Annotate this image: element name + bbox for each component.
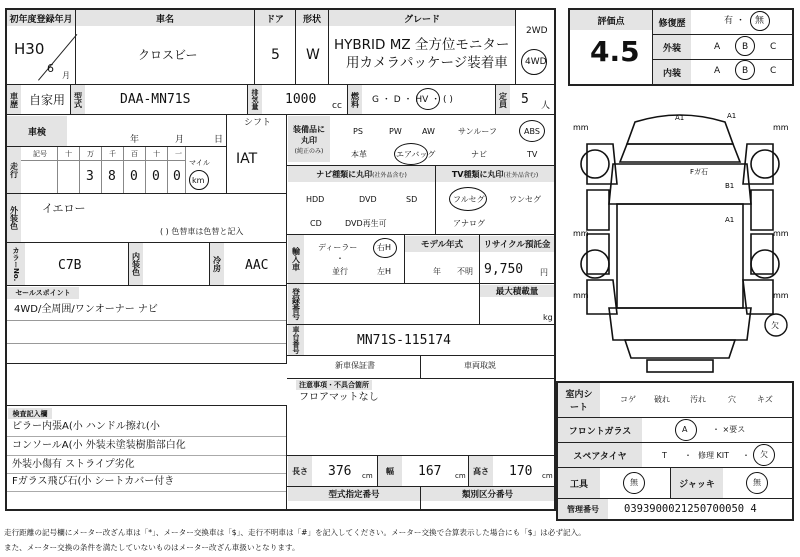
height-header: 高さ [469, 456, 493, 486]
nav-hdd: HDD [306, 195, 325, 204]
interior-grade-header: 内装 [653, 60, 691, 84]
color-no: C7B [58, 258, 82, 273]
spare-dot2: ・ [742, 451, 750, 460]
mark-a1-top: A1 [675, 114, 685, 122]
exterior-c: C [770, 42, 777, 52]
mm-ml: mm [573, 229, 589, 238]
digit-h5: 一 [175, 150, 182, 158]
tv-sub: (社外品含む) [503, 171, 539, 179]
color-no-header: カラーNo. [7, 243, 25, 285]
grade-line2: 用カメラパッケージ装着車 [346, 55, 508, 71]
sales-header: セールスポイント [7, 287, 79, 299]
repair-yes: 有 [724, 16, 734, 26]
interior-sheet-label: 室内シート [565, 390, 593, 413]
exterior-a: A [714, 42, 721, 52]
inspector-header: 検査記入欄 [8, 408, 52, 419]
ac-header: 冷房 [210, 243, 224, 285]
digit-h4: 十 [153, 150, 160, 158]
shape-value: W [306, 47, 320, 63]
mgmt-value: 0393900021250700050 4 [624, 503, 757, 515]
tv-header [436, 166, 554, 182]
color-note: ( ) 色替車は色替と記入 [160, 227, 244, 236]
height-value: 170 [509, 464, 533, 479]
recycle-header: リサイクル預託金 [480, 236, 554, 252]
inspector-line3: 外装小傷有 ストライプ劣化 [12, 459, 135, 470]
exterior-grade-header: 外装 [653, 35, 691, 59]
digit-h3: 百 [131, 150, 138, 158]
manual-label: 車両取説 [464, 361, 496, 370]
recycle-yen: 円 [540, 268, 548, 277]
max-load-kg: kg [543, 313, 553, 322]
digit-3: 0 [130, 169, 138, 184]
reg-header: 登録番号 [288, 284, 304, 324]
digit-5: 0 [173, 169, 181, 184]
import-header: 輸入車 [288, 235, 304, 283]
width-cm: cm [455, 472, 466, 480]
import-right-hand: 右H [377, 243, 392, 252]
equip-abs: ABS [524, 127, 540, 136]
recycle-value: 9,750 [484, 262, 524, 277]
tools-value: 無 [630, 478, 638, 487]
shift-label: シフト [244, 118, 272, 128]
nav-cd: CD [310, 219, 322, 228]
length-cm: cm [362, 472, 373, 480]
interior-a: A [714, 66, 721, 76]
capacity-unit: 人 [541, 101, 551, 111]
model-year-header: モデル年式 [405, 236, 479, 252]
width-header: 幅 [378, 456, 402, 486]
lack-mark: 欠 [771, 321, 779, 330]
equip-pw: PW [389, 127, 402, 136]
first-reg-header: 初年度登録年月 [7, 10, 75, 26]
sheet-stain: 汚れ [690, 395, 706, 404]
mm-br: mm [773, 291, 789, 300]
shape-header: 形状 [296, 10, 328, 26]
footer-line2: また、メーター交換の条件を満たしていないものはメーター改ざん車扱いとなります。 [4, 543, 300, 552]
equip-sunroof: サンルーフ [458, 127, 497, 136]
equip-aw: AW [422, 127, 435, 136]
sheet-hole: 穴 [728, 395, 736, 404]
fuel-hv-circle [416, 88, 440, 110]
day-label: 日 [214, 135, 224, 145]
length-value: 376 [328, 464, 352, 479]
shift-value: IAT [236, 151, 258, 167]
shaken-header: 車検 [7, 116, 67, 146]
tv-fullseg: フルセグ [453, 195, 485, 204]
max-load-header: 最大積載量 [480, 285, 554, 297]
vehicle-name: クロスビー [138, 48, 198, 62]
notes-header: 注意事項・不具合箇所 [296, 380, 372, 390]
import-left-hand: 左H [377, 267, 392, 276]
car-diagram [565, 104, 795, 376]
month-unit: 月 [62, 71, 70, 80]
model-year-unknown: 不明 [457, 267, 473, 276]
mark-fglass-stone: Fガ石 [690, 168, 709, 176]
mark-a1-right: A1 [725, 216, 735, 224]
fuel-header: 燃料 [348, 85, 362, 114]
doors-value: 5 [271, 47, 280, 63]
grade-line1: HYBRID MZ 全方位モニター [334, 37, 510, 53]
cc-unit: cc [332, 101, 342, 111]
year-unit: 年 [433, 267, 441, 276]
exterior-b: B [742, 42, 749, 52]
tv-title: TV種類に丸印 [451, 169, 504, 179]
interior-sheet-header [558, 383, 600, 417]
nav-header [288, 166, 435, 182]
model-header: 型式 [71, 85, 85, 114]
spare-value: 欠 [760, 450, 768, 459]
exterior-color: イエロー [42, 202, 86, 215]
width-value: 167 [418, 464, 442, 479]
score-header: 評価点 [570, 10, 652, 30]
interior-color-header: 内装色 [129, 243, 143, 285]
tv-oneseg: ワンセグ [509, 195, 541, 204]
jack-value: 無 [753, 478, 761, 487]
first-reg-era: H30 [14, 40, 45, 58]
mm-bl: mm [573, 291, 589, 300]
capacity-header: 定員 [496, 85, 510, 114]
use-header: 車歴 [7, 85, 21, 114]
nav-sd: SD [406, 195, 418, 204]
doors-header: ドア [255, 10, 295, 26]
repair-header: 修復歴 [653, 10, 691, 34]
name-header: 車名 [76, 10, 254, 26]
length-header: 長さ [288, 456, 312, 486]
grade-header: グレード [329, 10, 515, 26]
sales-text: 4WD/全周囲/ワンオーナー ナビ [14, 304, 158, 315]
nav-dvd: DVD [359, 195, 377, 204]
drive-2wd: 2WD [526, 26, 548, 36]
ac-value: AAC [245, 258, 269, 273]
nav-title: ナビ種類に丸印 [316, 169, 373, 179]
sheet-tear: 破れ [654, 395, 670, 404]
digit-1: 3 [86, 169, 94, 184]
mileage-header: 走行 [7, 147, 21, 193]
mark-b1: B1 [725, 182, 735, 190]
height-cm: cm [542, 472, 553, 480]
first-reg-month: 6 [47, 62, 54, 75]
displacement-value: 1000 [285, 92, 317, 107]
chassis-value: MN71S-115174 [357, 333, 451, 348]
month-label: 月 [175, 135, 185, 145]
digit-4: 0 [152, 169, 160, 184]
mm-mr: mm [773, 229, 789, 238]
import-dot: ・ [336, 254, 344, 263]
equipment-subtitle: (純正のみ) [294, 147, 324, 155]
spare-dot1: ・ [684, 451, 692, 460]
jack-header: ジャッキ [671, 468, 723, 498]
mile-label: マイル [189, 159, 210, 167]
capacity-value: 5 [521, 92, 529, 107]
inspector-line4: Fガラス飛び石(小 シートカバー付き [12, 476, 175, 487]
notes-text: フロアマットなし [299, 392, 379, 403]
fuel-options: G ・ D ・ HV ・ ( ) [372, 95, 453, 105]
exterior-color-header: 外装色 [7, 194, 21, 242]
digit-h0: 十 [65, 150, 72, 158]
mileage-mark-label: 記号 [33, 150, 47, 158]
equip-airbag: エアバッグ [396, 150, 436, 159]
equip-navi: ナビ [471, 150, 487, 159]
drive-4wd: 4WD [525, 57, 547, 67]
km-unit: km [192, 176, 205, 185]
windshield-value: A [682, 425, 688, 434]
model-value: DAA-MN71S [120, 92, 191, 107]
mm-tr: mm [773, 123, 789, 132]
sheet-burn: コゲ [620, 395, 636, 404]
inspector-line1: ピラー内張A(小 ハンドル擦れ(小 [12, 421, 160, 432]
spare-t: T [662, 451, 667, 460]
equip-leather: 本革 [351, 150, 367, 159]
category-header: 類別区分番号 [421, 487, 554, 501]
use-value: 自家用 [29, 93, 66, 107]
import-parallel: 並行 [332, 267, 348, 276]
repair-dot: ・ [736, 16, 746, 26]
interior-b: B [742, 66, 749, 76]
score-value: 4.5 [590, 35, 640, 68]
chassis-header: 車台番号 [288, 325, 304, 355]
spare-header: スペアタイヤ [558, 443, 642, 467]
equipment-title: 装備品に丸印 [293, 124, 325, 145]
warranty-label: 新車保証書 [335, 361, 375, 370]
sheet-scratch: キズ [757, 395, 773, 404]
tools-header: 工具 [558, 468, 600, 498]
interior-c: C [770, 66, 777, 76]
digit-2: 8 [108, 169, 116, 184]
spare-kit: 修理 KIT [698, 451, 730, 460]
mm-tl: mm [573, 123, 589, 132]
nav-dvd-play: DVD再生可 [345, 219, 387, 228]
inspector-line2: コンソールA(小 外装未塗装樹脂部白化 [12, 440, 186, 451]
mark-a1-right-top: A1 [727, 112, 737, 120]
digit-h2: 千 [109, 150, 116, 158]
windshield-header: フロントガラス [558, 418, 642, 442]
equip-ps: PS [353, 127, 363, 136]
year-label: 年 [130, 135, 140, 145]
windshield-note: ・ ×要ス [712, 425, 746, 434]
equip-tv: TV [527, 150, 538, 159]
import-dealer: ディーラー [318, 243, 358, 252]
displacement-header: 排気量 [248, 85, 262, 114]
footer-line1: 走行距離の記号欄にメーター改ざん車は「*」、メーター交換車は「$」、走行不明車は「#」を記入してください。メーター交換で合算表示した場合にも「$」は必ず記入。 [4, 528, 586, 537]
nav-sub: (社外品含む) [372, 171, 407, 179]
mgmt-header: 管理番号 [558, 499, 608, 519]
digit-h1: 万 [87, 150, 94, 158]
type-designation-header: 型式指定番号 [288, 487, 420, 501]
equipment-header [288, 116, 330, 162]
tv-analog: アナログ [453, 219, 485, 228]
repair-no: 無 [755, 16, 765, 26]
